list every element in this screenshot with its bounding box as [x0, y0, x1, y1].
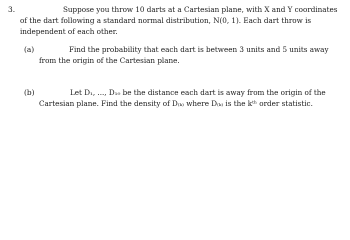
problem-intro-line-3: independent of each other.	[20, 27, 118, 36]
problem-number: 3.	[8, 5, 16, 14]
problem-intro-line-2: of the dart following a standard normal distribution, N(0, 1). Each dart throw is	[20, 16, 312, 25]
part-a-label: (a)	[24, 45, 35, 54]
part-a-line-1: Find the probability that each dart is between 3 units and 5 units away	[69, 45, 329, 54]
problem-intro-line-1: Suppose you throw 10 darts at a Cartesian plane, with X and Y coordinates	[63, 5, 338, 14]
part-b-line-1: Let D₁, ..., D₁₀ be the distance each dart is away from the origin of the	[70, 88, 326, 97]
part-a-line-2: from the origin of the Cartesian plane.	[39, 56, 180, 65]
part-b-label: (b)	[24, 88, 35, 97]
part-b-line-2: Cartesian plane. Find the density of D₍ₖ₎ where D₍ₖ₎ is the kᵗʰ order statistic.	[39, 99, 313, 108]
